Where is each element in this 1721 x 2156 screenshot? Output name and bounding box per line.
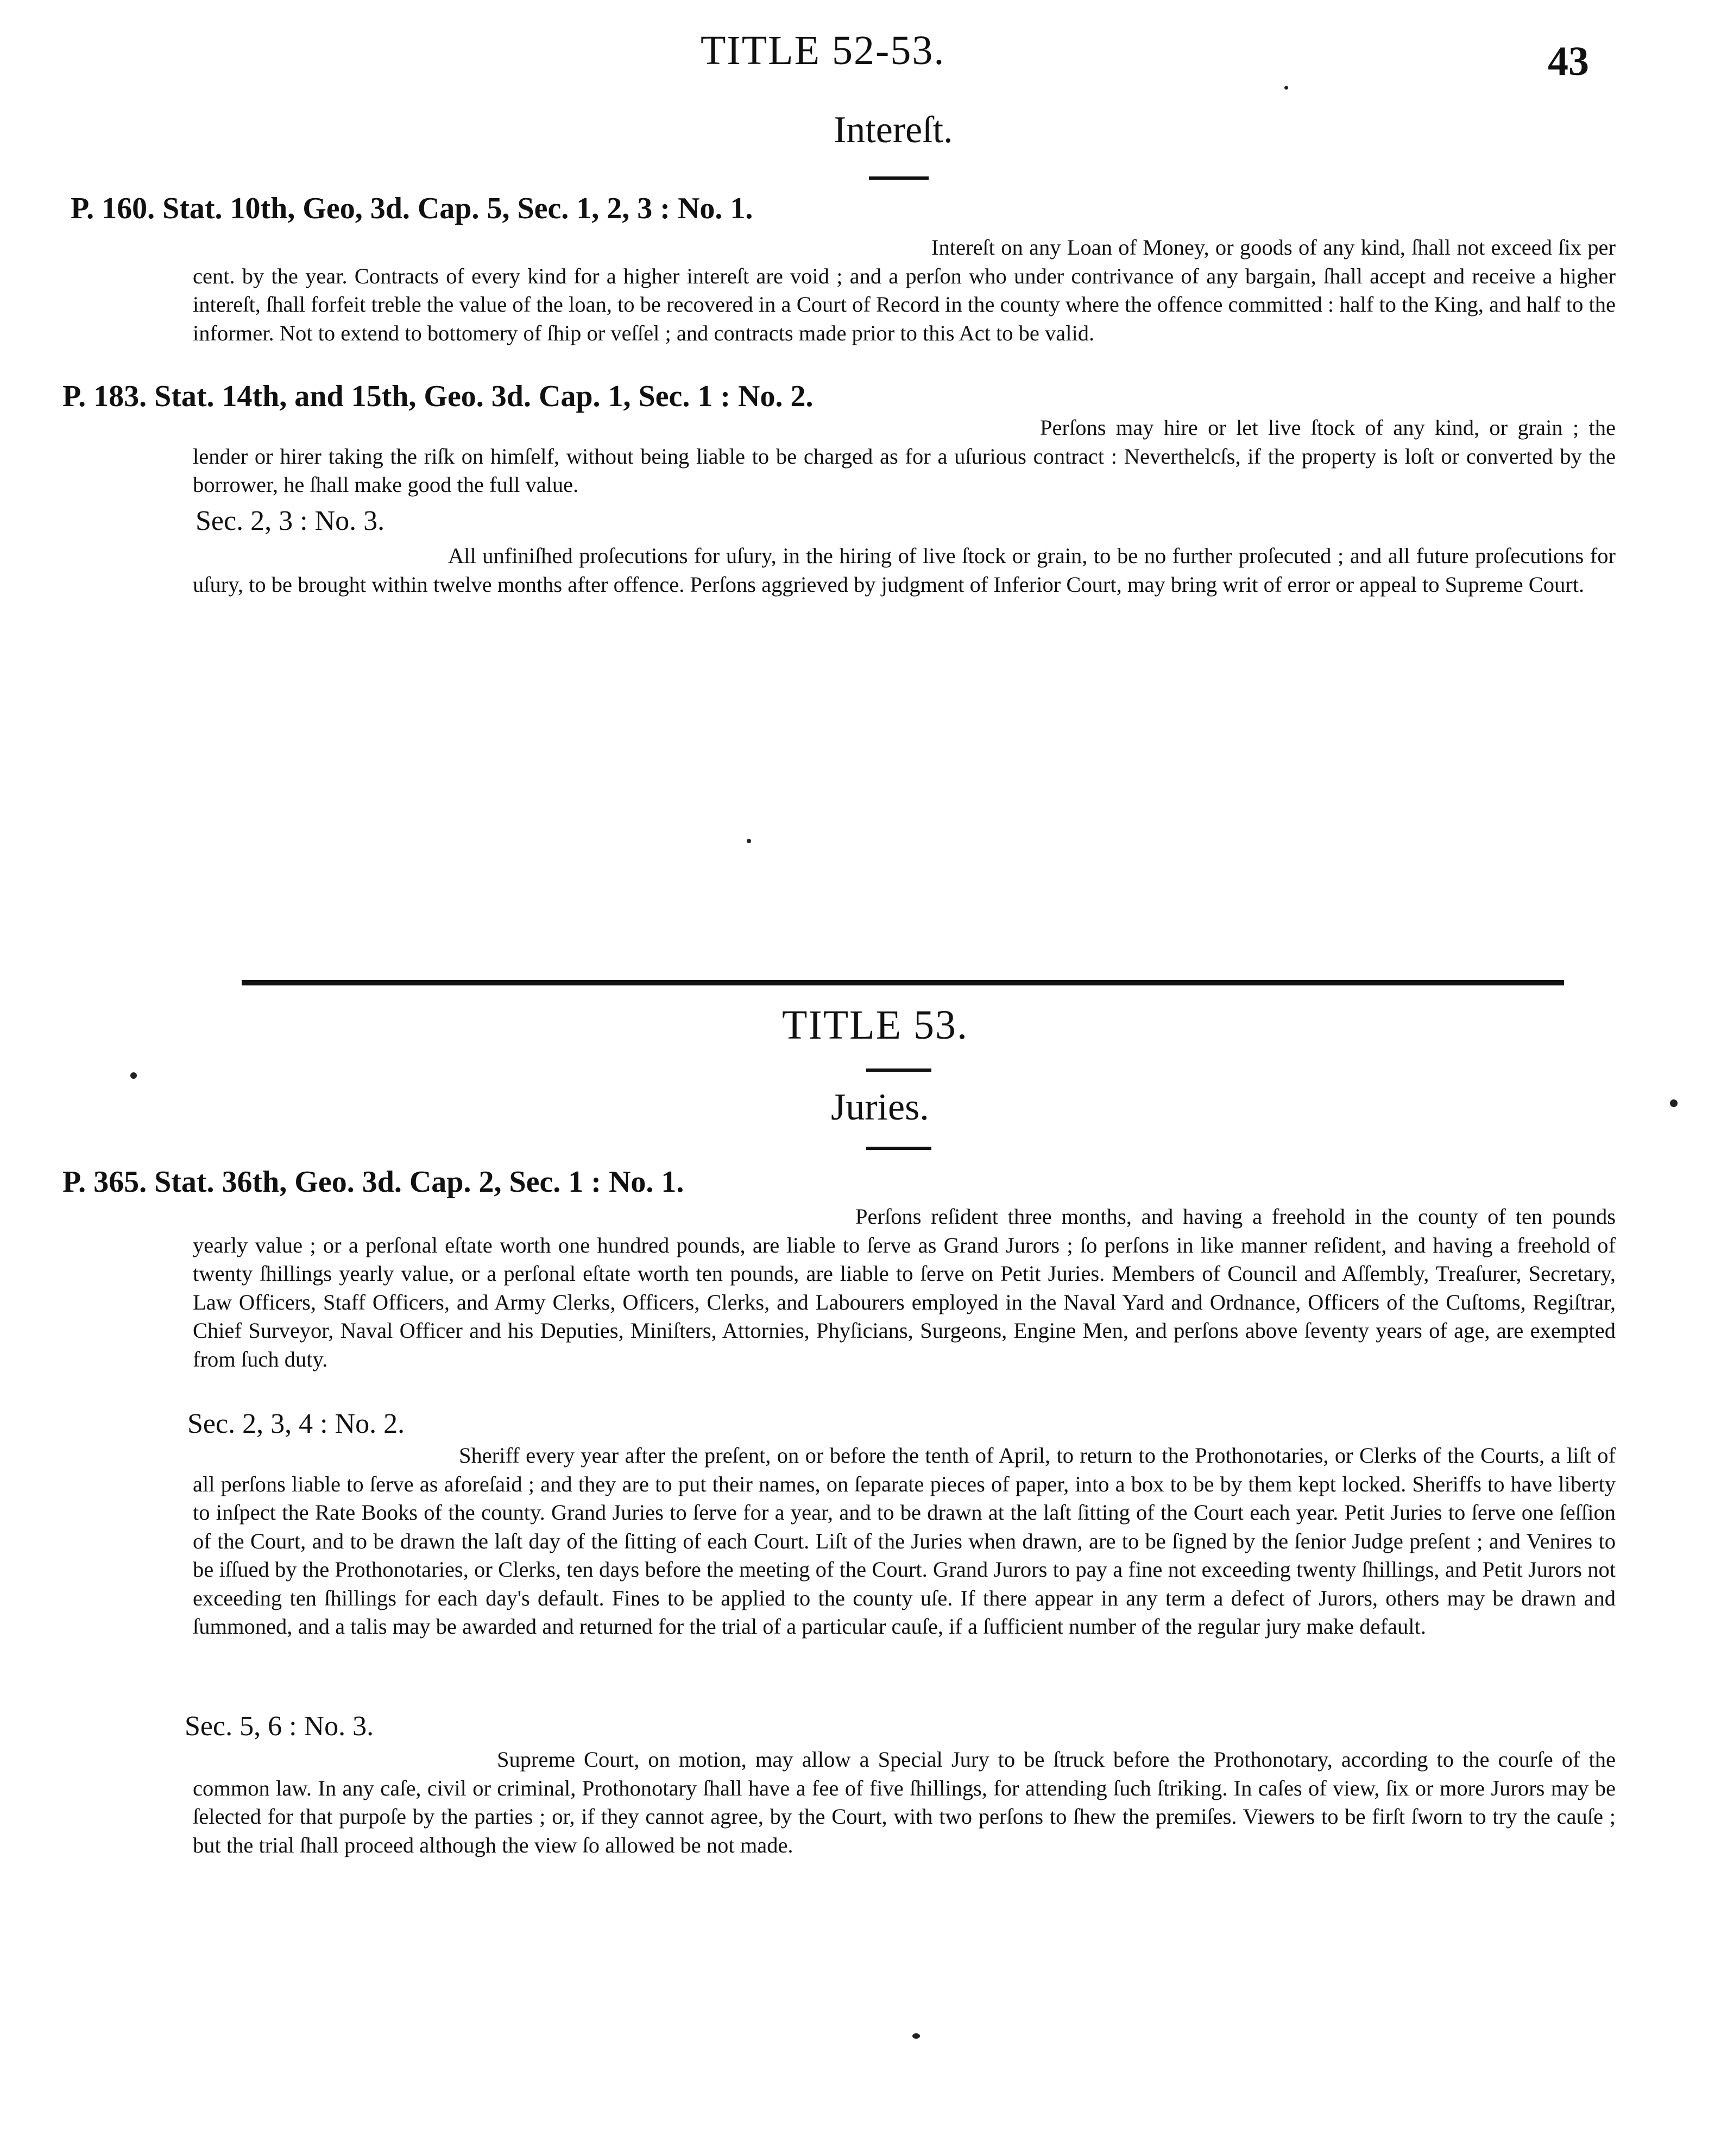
- section-subtitle: Intereſt.: [834, 109, 953, 151]
- statute-text: [193, 414, 1616, 500]
- statute-citation: P. 160. Stat. 10th, Geo, 3d. Cap. 5, Sec. 1, 2, 3 : No. 1.: [71, 192, 753, 225]
- section-separator: [242, 980, 1564, 985]
- statute-text-body: Intereſt on any Loan of Money, or goods of any kind, ſhall not exceed ſix per cent. by the year. Contracts of every kind for a higher intereſt are void ; and a perſon who under contrivance of any bargain, ſhall accept and receive a higher intereſt, ſhall forfeit treble the value of the loan, to be recovered in a Court of Record in the county where the offence committed : half to the King, and half to the informer. Not to extend to bottomery of ſhip or veſſel ; and contracts made prior to this Act to be valid.: [193, 235, 1616, 345]
- page-number: 43: [1548, 39, 1589, 84]
- section-citation: Sec. 5, 6 : No. 3.: [185, 1711, 374, 1742]
- statute-text-body: Perſons may hire or let live ſtock of any kind, or grain ; the lender or hirer taking the riſk on himſelf, without being liable to be charged as for a uſurious contract : Neverthelcſs, if the property is loſt or converted by the borrower, he ſhall make good the full value.: [193, 415, 1616, 497]
- statute-text: [193, 1203, 1616, 1374]
- print-speck: [747, 839, 751, 843]
- print-speck: [1284, 86, 1288, 90]
- divider: [866, 1147, 931, 1150]
- divider: [869, 176, 929, 180]
- print-speck: [130, 1072, 137, 1079]
- print-speck: [1670, 1099, 1678, 1107]
- section-citation: Sec. 2, 3, 4 : No. 2.: [187, 1408, 405, 1439]
- section-title: TITLE 52-53.: [701, 28, 945, 73]
- statute-text-body: Perſons reſident three months, and having a freehold in the county of ten pounds yearly value ; or a perſonal eſtate worth one hundred pounds, are liable to ſerve as Grand Jurors ; ſo perſons in like manner reſident, and having a freehold of twenty ſhillings yearly value, or a perſonal eſtate worth ten pounds, are liable to ſerve on Petit Juries. Members of Council and Aſſembly, Treaſurer, Secretary, Law Officers, Staff Officers, and Army Clerks, Officers, Clerks, and Labourers employed in the Naval Yard and Ordnance, Officers of the Cuſtoms, Regiſtrar, Chief Surveyor, Naval Officer and his Deputies, Miniſters, Attornies, Phyſicians, Surgeons, Engine Men, and perſons above ſeventy years of age, are exempted from ſuch duty.: [193, 1204, 1616, 1371]
- statute-text: [193, 1441, 1616, 1641]
- statute-text: [193, 233, 1616, 347]
- section-citation: Sec. 2, 3 : No. 3.: [196, 505, 385, 536]
- statute-text: [193, 1746, 1616, 1860]
- statute-text-body: All unfiniſhed proſecutions for uſury, in the hiring of live ſtock or grain, to be no further proſecuted ; and all future proſecutions for uſury, to be brought within twelve months after offence. Perſons aggrieved by judgment of Inferior Court, may bring writ of error or appeal to Supreme Court.: [193, 543, 1616, 597]
- section-title: TITLE 53.: [782, 1002, 969, 1048]
- section-subtitle: Juries.: [831, 1086, 929, 1128]
- statute-text: [193, 542, 1616, 599]
- statute-citation: P. 365. Stat. 36th, Geo. 3d. Cap. 2, Sec. 1 : No. 1.: [62, 1165, 684, 1199]
- print-speck: [912, 2033, 920, 2039]
- statute-text-body: Sheriff every year after the preſent, on or before the tenth of April, to return to the Prothonotaries, or Clerks of the Courts, a liſt of all perſons liable to ſerve as aforeſaid ; and they are to put their names, on ſeparate pieces of paper, into a box to be by them kept locked. Sheriffs to have liberty to inſpect the Rate Books of the county. Grand Juries to ſerve for a year, and to be drawn at the laſt ſitting of the Court each year. Petit Juries to ſerve one ſeſſion of the Court, and to be drawn the laſt day of the ſitting of each Court. Liſt of the Juries when drawn, are to be ſigned by the ſenior Judge preſent ; and Venires to be iſſued by the Prothonotaries, or Clerks, ten days before the meeting of the Court. Grand Jurors to pay a fine not exceeding twenty ſhillings, and Petit Jurors not exceeding ten ſhillings for each day's default. Fines to be applied to the county uſe. If there appear in any term a defect of Jurors, others may be drawn and ſummoned, and a talis may be awarded and returned for the trial of a particular cauſe, if a ſufficient number of the regular jury make default.: [193, 1443, 1616, 1639]
- statute-citation: P. 183. Stat. 14th, and 15th, Geo. 3d. Cap. 1, Sec. 1 : No. 2.: [62, 380, 814, 413]
- statute-text-body: Supreme Court, on motion, may allow a Special Jury to be ſtruck before the Prothonotary, according to the courſe of the common law. In any caſe, civil or criminal, Prothonotary ſhall have a fee of five ſhillings, for attending ſuch ſtriking. In caſes of view, ſix or more Jurors may be ſelected for that purpoſe by the parties ; or, if they cannot agree, by the Court, with two perſons to ſhew the premiſes. Viewers to be firſt ſworn to try the cauſe ; but the trial ſhall proceed although the view ſo allowed be not made.: [193, 1747, 1616, 1857]
- divider: [866, 1068, 931, 1072]
